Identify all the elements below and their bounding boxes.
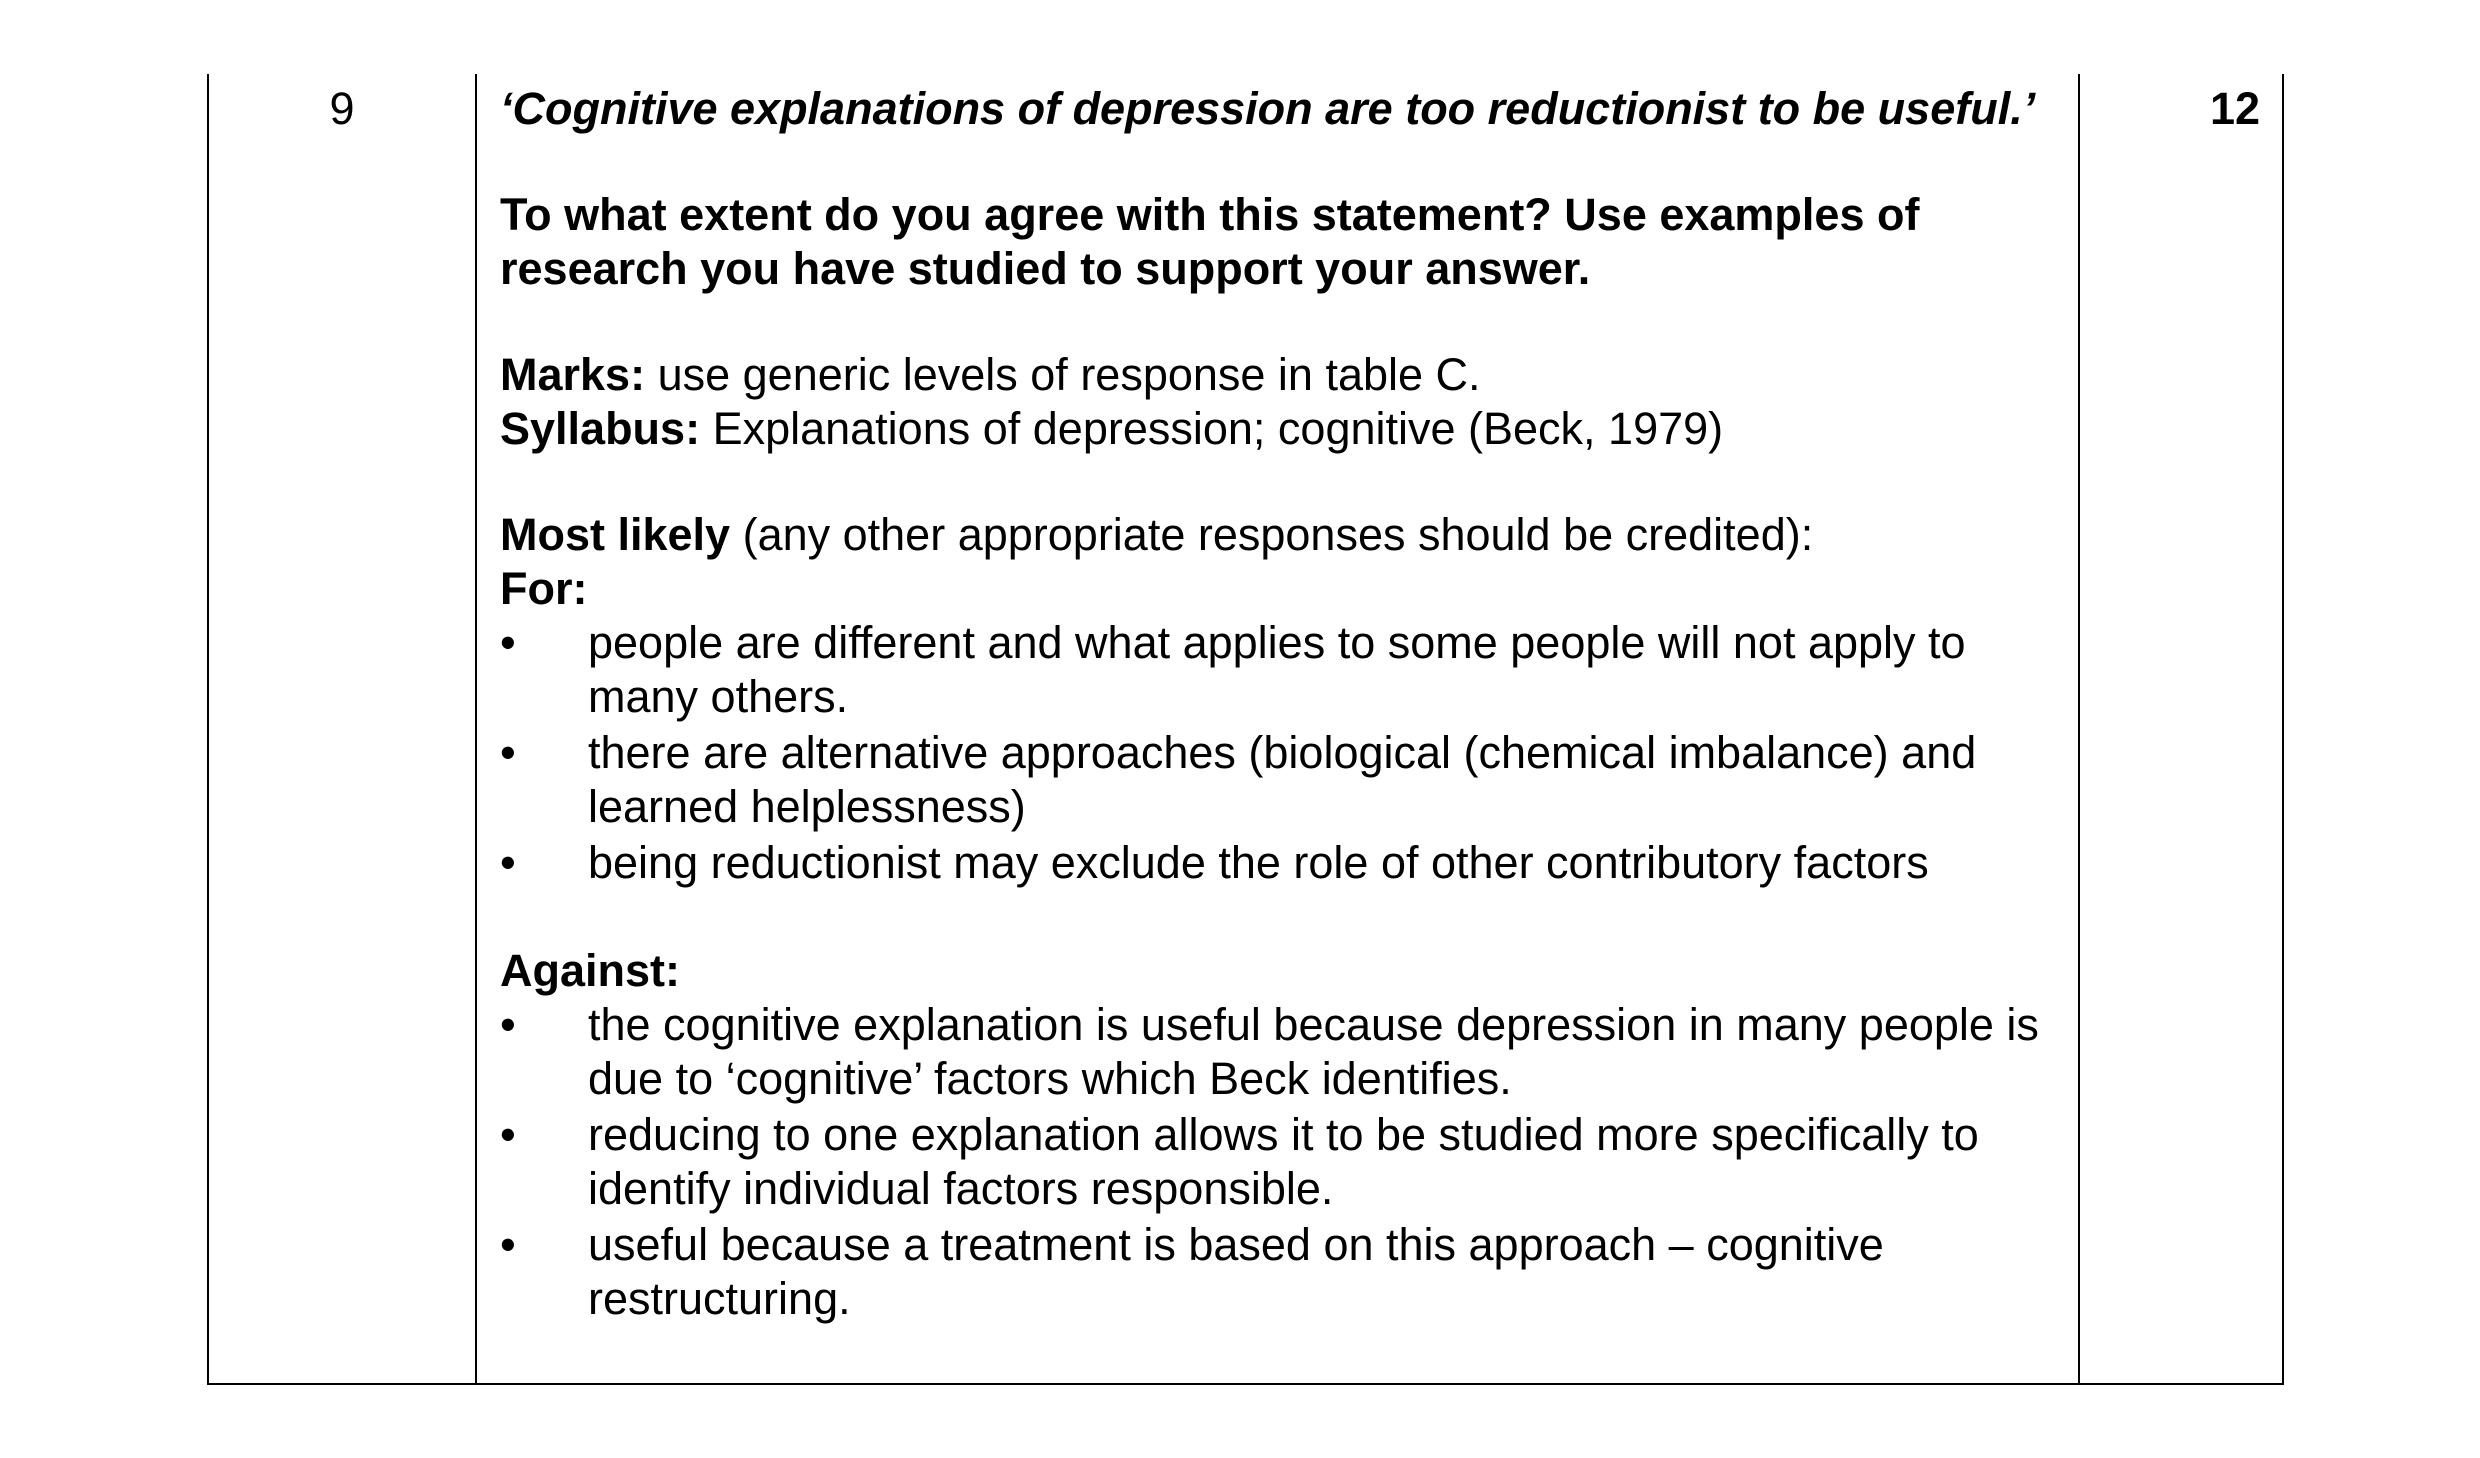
bullet-icon: • [500,727,516,778]
syllabus-line [500,402,2065,456]
list-item [500,836,2065,890]
bullet-icon: • [500,617,516,668]
bullet-icon: • [500,837,516,888]
question-number: 9 [329,83,355,134]
column-divider-right [2078,74,2080,1383]
column-divider-left [475,74,477,1383]
syllabus-label: Syllabus: [500,403,701,454]
list-item [500,726,2065,834]
list-item [500,616,2065,724]
list-item [500,1108,2065,1216]
question-task: To what extent do you agree with this statement? Use examples of research you have studied to support your answer. [500,189,1920,294]
marks-label: Marks: [500,349,646,400]
list-item-text: useful because a treatment is based on this approach – cognitive restructuring. [588,1219,1884,1324]
for-list [500,616,2065,890]
marks-line [500,348,2065,402]
question-quote: ‘Cognitive explanations of depression are too reductionist to be useful.’ [500,83,2036,134]
answer-content [500,82,2065,1328]
most-likely-line [500,508,2065,562]
most-likely-text: (any other appropriate responses should be credited): [730,509,1814,560]
question-marks: 12 [2209,83,2260,134]
list-item-text: the cognitive explanation is useful because depression in many people is due to ‘cognitive’ factors which Beck identifies. [588,999,2039,1104]
bullet-icon: • [500,1109,516,1160]
for-heading: For: [500,563,588,614]
most-likely-label: Most likely [500,509,731,560]
against-list [500,998,2065,1326]
list-item [500,998,2065,1106]
list-item-text: people are different and what applies to some people will not apply to many others. [588,617,1966,722]
mark-scheme-table [207,74,2284,1385]
marks-text: use generic levels of response in table C. [645,349,1481,400]
syllabus-text: Explanations of depression; cognitive (Beck, 1979) [700,403,1724,454]
list-item [500,1218,2065,1326]
list-item-text: being reductionist may exclude the role of other contributory factors [588,837,1929,888]
bullet-icon: • [500,999,516,1050]
list-item-text: reducing to one explanation allows it to be studied more specifically to identify individual factors responsible. [588,1109,1979,1214]
list-item-text: there are alternative approaches (biological (chemical imbalance) and learned helplessness) [588,727,1977,832]
bullet-icon: • [500,1219,516,1270]
against-heading: Against: [500,945,680,996]
